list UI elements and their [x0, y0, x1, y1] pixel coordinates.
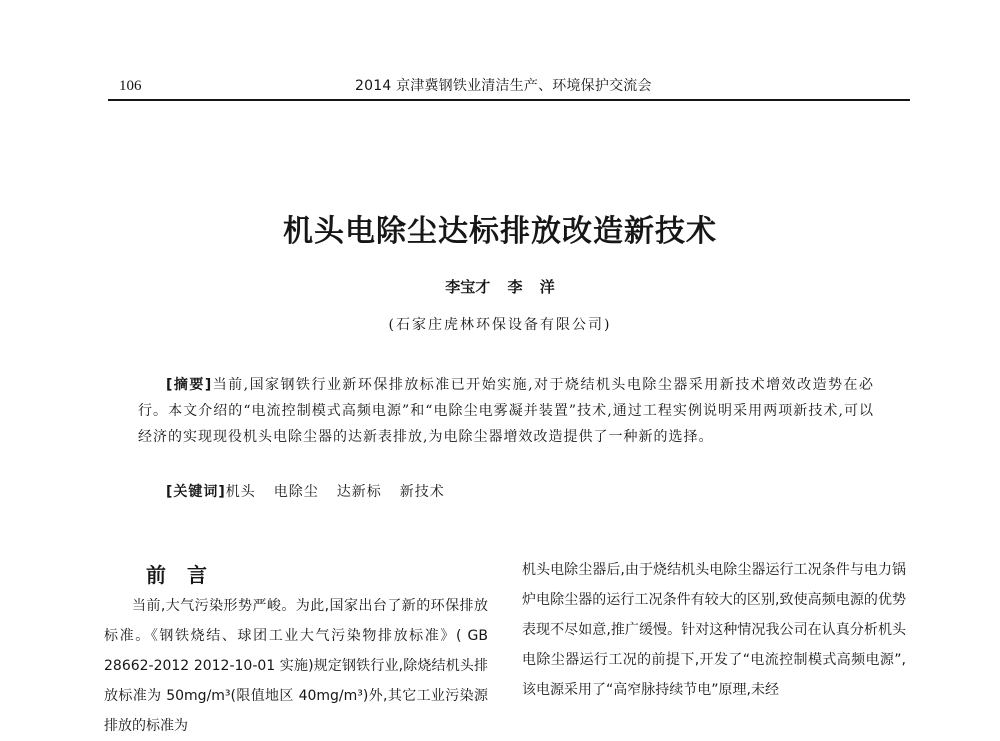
section-heading: 前 言 [146, 563, 207, 587]
body-column-left [104, 591, 488, 741]
keyword-item: 达新标 [336, 484, 382, 500]
keywords [166, 482, 445, 502]
body-paragraph: 当前,大气污染形势严峻。为此,国家出台了新的环保排放标准。《钢铁烧结、球团工业大气污染物排放标准》( GB 28662-2012 2012-10-01 实施)规定钢铁行业,除烧结机头排放标准为 50mg/m³(限值地区 40mg/m³)外,其它工业污染源排放的标准为 [104, 598, 488, 734]
article-authors: 李宝才 李 洋 [445, 278, 555, 296]
page-number: 106 [119, 78, 142, 94]
header-rule [108, 99, 910, 101]
article-affiliation: (石家庄虎林环保设备有限公司) [388, 317, 612, 333]
keyword-item: 电除尘 [273, 484, 319, 500]
body-column-right [522, 555, 906, 705]
abstract-label: [摘要] [166, 377, 213, 393]
abstract-text: 当前,国家钢铁行业新环保排放标准已开始实施,对于烧结机头电除尘器采用新技术增效改造势在必行。本文介绍的“电流控制模式高频电源”和“电除尘电雾凝并装置”技术,通过工程实例说明采用两项新技术,可以经济的实现现役机头电除尘器的达新表排放,为电除尘器增效改造提供了一种新的选择。 [138, 377, 875, 445]
article-title: 机头电除尘达标排放改造新技术 [283, 214, 717, 249]
keyword-item: 新技术 [399, 484, 445, 500]
running-header-title: 2014 京津冀钢铁业清洁生产、环境保护交流会 [355, 78, 652, 94]
keywords-label: [关键词] [166, 484, 226, 500]
abstract [138, 372, 874, 450]
body-paragraph: 机头电除尘器后,由于烧结机头电除尘器运行工况条件与电力锅炉电除尘器的运行工况条件有较大的区别,致使高频电源的优势表现不尽如意,推广缓慢。针对这种情况我公司在认真分析机头电除尘器运行工况的前提下,开发了“电流控制模式高频电源”,该电源采用了“高窄脉持续节电”原理,未经 [522, 562, 906, 698]
keyword-item: 机头 [225, 484, 256, 500]
